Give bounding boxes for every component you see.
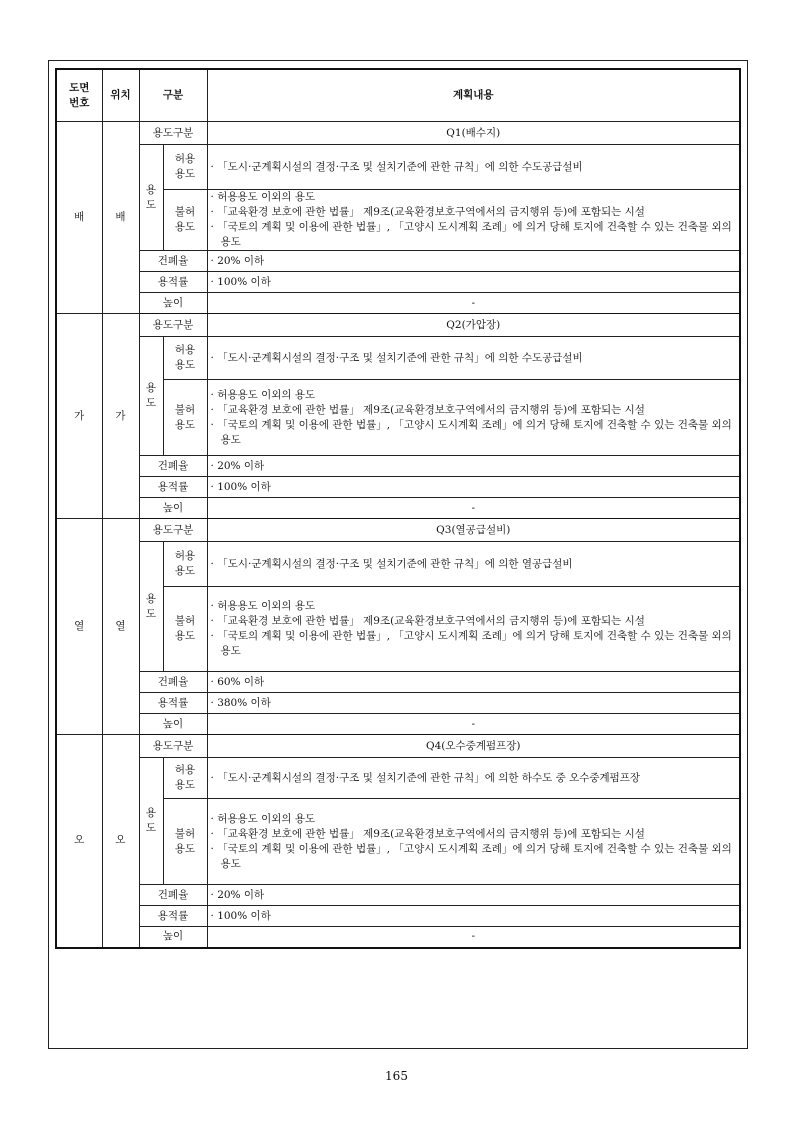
coverage-label: 건폐율 [139, 456, 207, 477]
location-cell: 배 [102, 122, 139, 314]
far-label: 용적률 [139, 477, 207, 498]
forbidden-use-content [207, 799, 740, 885]
header-sheet-number: 도면 번호 [56, 69, 102, 122]
plan-item: · 「도시·군계획시설의 결정·구조 및 설치기준에 관한 규칙」에 의한 하수도 중 오수중계펌프장 [210, 771, 641, 784]
header-row [56, 69, 740, 122]
use-category-label: 용도구분 [139, 519, 207, 542]
section-row [56, 672, 740, 693]
section-row [56, 927, 740, 948]
header-plan-content: 계획내용 [207, 69, 740, 122]
plan-item: · 「교육환경 보호에 관한 법률」 제9조(교육환경보호구역에서의 금지행위 등)에 포함되는 시설 [210, 827, 645, 840]
coverage-label: 건폐율 [139, 672, 207, 693]
header-category: 구분 [139, 69, 207, 122]
section-row [56, 542, 740, 587]
section-row [56, 714, 740, 735]
plan-item: · 「국토의 계획 및 이용에 관한 법률」, 「고양시 도시계획 조례」에 의거 당해 토지에 건축할 수 있는 건축물 외의 용도 [210, 630, 732, 657]
coverage-label: 건폐율 [139, 885, 207, 906]
allowed-use-label: 허용 용도 [163, 145, 207, 190]
location-cell: 오 [102, 735, 139, 948]
plan-item: · 「국토의 계획 및 이용에 관한 법률」, 「고양시 도시계획 조례」에 의거 당해 토지에 건축할 수 있는 건축물 외의 용도 [210, 418, 732, 446]
sheet-number-cell: 오 [56, 735, 102, 948]
forbidden-use-label: 불허 용도 [163, 380, 207, 456]
height-label: 높이 [139, 498, 207, 519]
far-value: · 100% 이하 [207, 477, 740, 498]
plan-item: · 「국토의 계획 및 이용에 관한 법률」, 「고양시 도시계획 조례」에 의거 당해 토지에 건축할 수 있는 건축물 외의 용도 [210, 221, 732, 248]
coverage-value: · 20% 이하 [207, 885, 740, 906]
use-label: 용도 [139, 145, 163, 251]
section-row [56, 477, 740, 498]
use-category-label: 용도구분 [139, 735, 207, 758]
section-row [56, 251, 740, 272]
use-label: 용도 [139, 337, 163, 456]
far-label: 용적률 [139, 693, 207, 714]
plan-item: · 「교육환경 보호에 관한 법률」 제9조(교육환경보호구역에서의 금지행위 등)에 포함되는 시설 [210, 403, 645, 416]
far-value: · 100% 이하 [207, 906, 740, 927]
coverage-value: · 60% 이하 [207, 672, 740, 693]
plan-item: · 「도시·군계획시설의 결정·구조 및 설치기준에 관한 규칙」에 의한 수도공급설비 [210, 351, 583, 364]
coverage-value: · 20% 이하 [207, 251, 740, 272]
section-row [56, 145, 740, 190]
plan-item: · 「도시·군계획시설의 결정·구조 및 설치기준에 관한 규칙」에 의한 수도공급설비 [210, 160, 583, 173]
use-category-label: 용도구분 [139, 314, 207, 337]
allowed-use-label: 허용 용도 [163, 337, 207, 380]
section-row [56, 293, 740, 314]
section-row [56, 906, 740, 927]
use-category-value: Q3(열공급설비) [207, 519, 740, 542]
section-row [56, 314, 740, 337]
use-category-value: Q4(오수중계펌프장) [207, 735, 740, 758]
plan-item: · 「교육환경 보호에 관한 법률」 제9조(교육환경보호구역에서의 금지행위 등)에 포함되는 시설 [210, 615, 645, 627]
section-row [56, 735, 740, 758]
forbidden-use-label: 불허 용도 [163, 587, 207, 672]
plan-item: · 허용용도 이외의 용도 [210, 191, 316, 203]
section-row [56, 456, 740, 477]
section-row [56, 519, 740, 542]
height-value: - [207, 927, 740, 948]
section-row [56, 693, 740, 714]
height-label: 높이 [139, 927, 207, 948]
forbidden-use-label: 불허 용도 [163, 190, 207, 251]
coverage-value: · 20% 이하 [207, 456, 740, 477]
use-category-value: Q1(배수지) [207, 122, 740, 145]
coverage-label: 건폐율 [139, 251, 207, 272]
plan-item: · 허용용도 이외의 용도 [210, 812, 316, 825]
section-row [56, 885, 740, 906]
allowed-use-label: 허용 용도 [163, 758, 207, 799]
allowed-use-content [207, 145, 740, 190]
section-row [56, 337, 740, 380]
plan-item: · 허용용도 이외의 용도 [210, 388, 316, 401]
far-label: 용적률 [139, 272, 207, 293]
height-value: - [207, 714, 740, 735]
table-body [56, 122, 740, 948]
plan-item: · 「도시·군계획시설의 결정·구조 및 설치기준에 관한 규칙」에 의한 열공급설비 [210, 557, 573, 570]
height-label: 높이 [139, 293, 207, 314]
forbidden-use-label: 불허 용도 [163, 799, 207, 885]
sheet-number-cell: 열 [56, 519, 102, 735]
use-category-label: 용도구분 [139, 122, 207, 145]
height-value: - [207, 498, 740, 519]
plan-table [55, 68, 741, 949]
height-label: 높이 [139, 714, 207, 735]
height-value: - [207, 293, 740, 314]
section-row [56, 272, 740, 293]
plan-item: · 「국토의 계획 및 이용에 관한 법률」, 「고양시 도시계획 조례」에 의거 당해 토지에 건축할 수 있는 건축물 외의 용도 [210, 842, 732, 870]
allowed-use-label: 허용 용도 [163, 542, 207, 587]
forbidden-use-content [207, 587, 740, 672]
section-row [56, 122, 740, 145]
section-row [56, 498, 740, 519]
far-value: · 380% 이하 [207, 693, 740, 714]
allowed-use-content [207, 542, 740, 587]
forbidden-use-content [207, 190, 740, 251]
allowed-use-content [207, 758, 740, 799]
page-number: 165 [385, 1069, 408, 1083]
use-label: 용도 [139, 542, 163, 672]
forbidden-use-content [207, 380, 740, 456]
use-label: 용도 [139, 758, 163, 885]
sheet-number-cell: 배 [56, 122, 102, 314]
sheet-number-cell: 가 [56, 314, 102, 519]
location-cell: 가 [102, 314, 139, 519]
far-label: 용적률 [139, 906, 207, 927]
use-category-value: Q2(가압장) [207, 314, 740, 337]
far-value: · 100% 이하 [207, 272, 740, 293]
allowed-use-content [207, 337, 740, 380]
plan-item: · 허용용도 이외의 용도 [210, 600, 316, 612]
location-cell: 열 [102, 519, 139, 735]
plan-item: · 「교육환경 보호에 관한 법률」 제9조(교육환경보호구역에서의 금지행위 등)에 포함되는 시설 [210, 206, 645, 218]
header-location: 위치 [102, 69, 139, 122]
section-row [56, 758, 740, 799]
